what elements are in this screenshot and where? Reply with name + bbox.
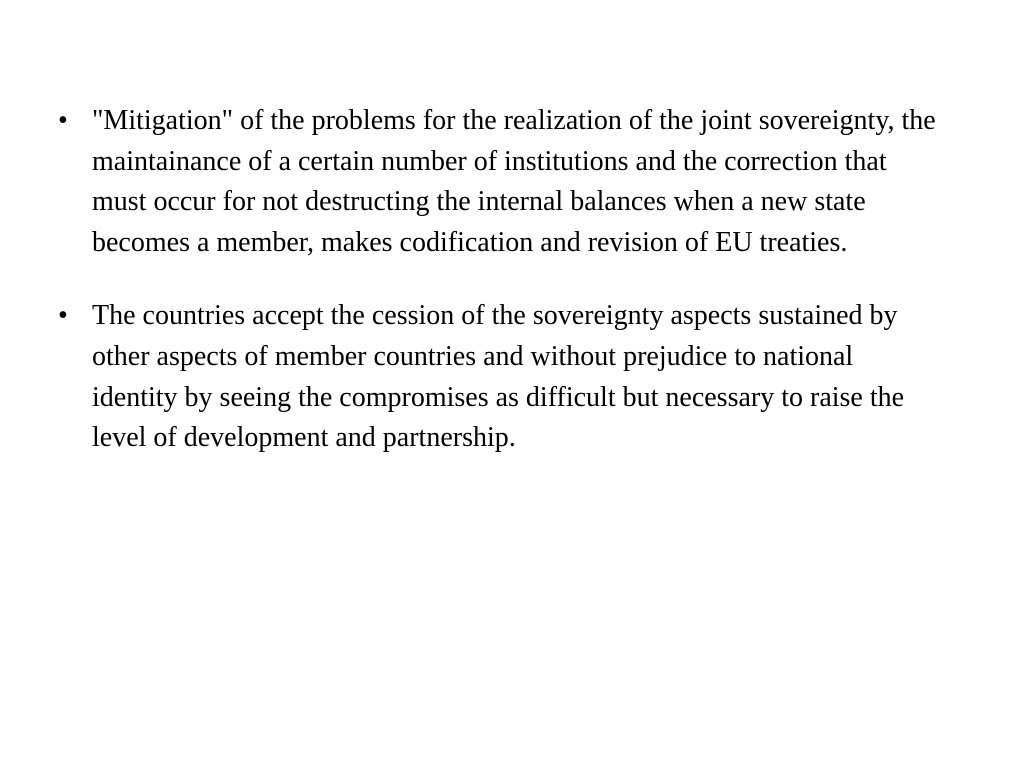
bullet-text: The countries accept the cession of the sovereignty aspects sustained by other aspects of member countries and without prejudice to national identity by seeing the compromises as difficult but necessary to raise the level of development and partnership. [92,300,905,454]
bullet-icon: • [58,300,68,332]
bullet-icon: • [58,105,68,136]
bullet-text: "Mitigation" of the problems for the realization of the joint sovereignty, the maintainance of a certain number of institutions and the correction that must occur for not destructing the internal balances when a new state becomes a member, makes codification and revision of EU treaties. [92,105,936,258]
bullet-item [58,296,938,458]
bullet-item [58,101,938,263]
bullet-list [58,101,938,492]
